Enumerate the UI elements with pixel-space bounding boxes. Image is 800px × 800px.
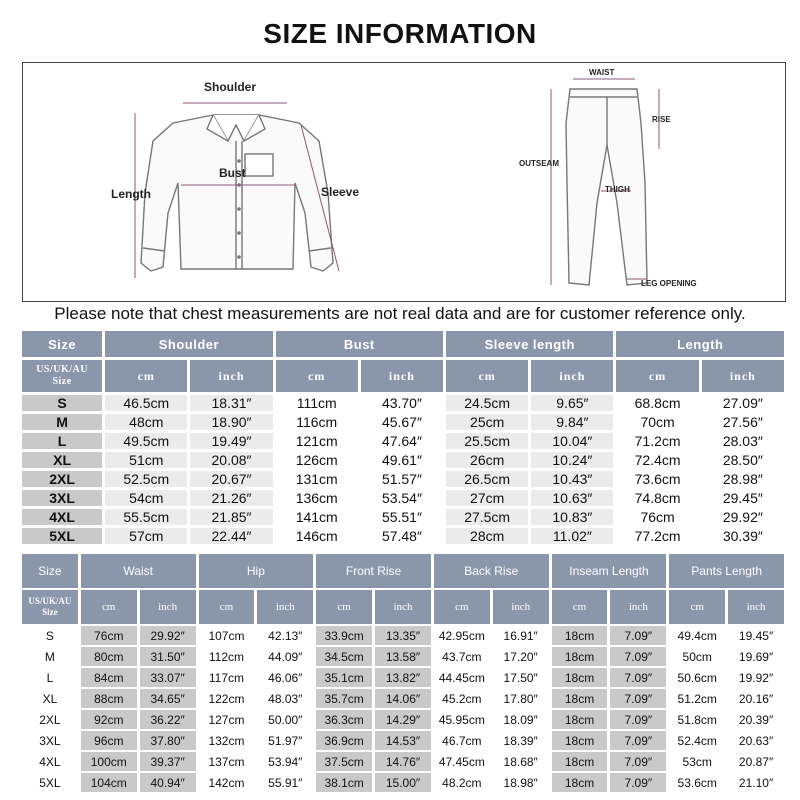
bottom-table-value-cell: 20.16″ <box>728 689 784 708</box>
bottom-table-size-cell: 4XL <box>22 752 78 771</box>
top-table-value-cell: 10.04″ <box>531 433 613 449</box>
bottom-table-value-cell: 48.2cm <box>434 773 490 792</box>
top-table-value-cell: 53.54″ <box>361 490 443 506</box>
top-table-value-cell: 77.2cm <box>616 528 698 544</box>
bottom-table-value-cell: 80cm <box>81 647 137 666</box>
bottom-table-value-cell: 42.13″ <box>257 626 313 645</box>
top-table-header-row <box>22 331 784 357</box>
bottom-table-value-cell: 39.37″ <box>140 752 196 771</box>
top-table-value-cell: 73.6cm <box>616 471 698 487</box>
top-table-row <box>22 433 784 449</box>
bottom-table-value-cell: 51.2cm <box>669 689 725 708</box>
top-table-row <box>22 528 784 544</box>
size-region-sublabel: Size <box>42 607 58 617</box>
bottom-table-size-cell: 5XL <box>22 773 78 792</box>
bottom-table-value-cell: 50.6cm <box>669 668 725 687</box>
bottom-table-value-cell: 17.50″ <box>493 668 549 687</box>
top-table-size-region-cell <box>22 360 102 392</box>
bottom-table-value-cell: 53cm <box>669 752 725 771</box>
size-diagram <box>22 62 786 302</box>
top-table-value-cell: 21.85″ <box>190 509 272 525</box>
top-table-value-cell: 20.08″ <box>190 452 272 468</box>
bottom-table-value-cell: 55.91″ <box>257 773 313 792</box>
bottom-table-value-cell: 18cm <box>552 731 608 750</box>
bottom-table-value-cell: 48.03″ <box>257 689 313 708</box>
top-table-value-cell: 27cm <box>446 490 528 506</box>
bottom-table-unit-inch: inch <box>375 590 431 624</box>
top-table-size-cell: S <box>22 395 102 411</box>
top-size-table <box>19 328 787 547</box>
top-table-size-cell: 5XL <box>22 528 102 544</box>
length-label: Length <box>111 187 151 201</box>
bottom-table-value-cell: 36.22″ <box>140 710 196 729</box>
bottom-table-value-cell: 18cm <box>552 710 608 729</box>
top-table-row <box>22 471 784 487</box>
top-table-value-cell: 26cm <box>446 452 528 468</box>
top-table-value-cell: 20.67″ <box>190 471 272 487</box>
bottom-table-unit-inch: inch <box>493 590 549 624</box>
sleeve-label: Sleeve <box>321 185 360 199</box>
bottom-table-value-cell: 18cm <box>552 647 608 666</box>
bottom-table-value-cell: 132cm <box>199 731 255 750</box>
bottom-table-value-cell: 50cm <box>669 647 725 666</box>
top-table-value-cell: 51cm <box>105 452 187 468</box>
bottom-table-value-cell: 7.09″ <box>610 668 666 687</box>
bottom-table-value-cell: 76cm <box>81 626 137 645</box>
bottom-table-value-cell: 44.09″ <box>257 647 313 666</box>
top-table-value-cell: 28.98″ <box>702 471 784 487</box>
bottom-table-value-cell: 117cm <box>199 668 255 687</box>
top-table-value-cell: 74.8cm <box>616 490 698 506</box>
bottom-table-value-cell: 13.82″ <box>375 668 431 687</box>
top-table-value-cell: 10.63″ <box>531 490 613 506</box>
size-region-sublabel: Size <box>52 376 72 387</box>
bottom-table-value-cell: 19.69″ <box>728 647 784 666</box>
bottom-table-value-cell: 21.10″ <box>728 773 784 792</box>
top-table-unit-inch: inch <box>190 360 272 392</box>
top-table-size-cell: L <box>22 433 102 449</box>
bottom-table-value-cell: 36.3cm <box>316 710 372 729</box>
top-table-size-cell: 4XL <box>22 509 102 525</box>
size-region-label: US/UK/AU <box>36 364 88 375</box>
bottom-table-value-cell: 40.94″ <box>140 773 196 792</box>
bottom-table-value-cell: 33.9cm <box>316 626 372 645</box>
top-table-unit-cm: cm <box>616 360 698 392</box>
top-table-value-cell: 49.5cm <box>105 433 187 449</box>
top-table-row <box>22 395 784 411</box>
bottom-table-value-cell: 43.7cm <box>434 647 490 666</box>
top-table-value-cell: 48cm <box>105 414 187 430</box>
bottom-table-value-cell: 7.09″ <box>610 710 666 729</box>
bottom-table-row <box>22 647 784 666</box>
top-table-value-cell: 57cm <box>105 528 187 544</box>
top-table-value-cell: 18.90″ <box>190 414 272 430</box>
bottom-table-size-cell: 3XL <box>22 731 78 750</box>
shoulder-label: Shoulder <box>204 80 257 94</box>
top-table-value-cell: 51.57″ <box>361 471 443 487</box>
bottom-table-unit-inch: inch <box>140 590 196 624</box>
bottom-table-value-cell: 92cm <box>81 710 137 729</box>
waist-label: WAIST <box>589 68 615 77</box>
top-table-unit-cm: cm <box>105 360 187 392</box>
bottom-table-unit-cm: cm <box>434 590 490 624</box>
bottom-table-value-cell: 53.6cm <box>669 773 725 792</box>
page-title: SIZE INFORMATION <box>263 18 537 49</box>
top-table-value-cell: 26.5cm <box>446 471 528 487</box>
bottom-table-value-cell: 100cm <box>81 752 137 771</box>
top-table-header-cell: Shoulder <box>105 331 272 357</box>
bottom-table-value-cell: 7.09″ <box>610 647 666 666</box>
top-table-value-cell: 45.67″ <box>361 414 443 430</box>
bottom-table-row <box>22 626 784 645</box>
bottom-table-unit-row <box>22 590 784 624</box>
top-table-value-cell: 57.48″ <box>361 528 443 544</box>
bottom-table-value-cell: 104cm <box>81 773 137 792</box>
top-table-value-cell: 10.43″ <box>531 471 613 487</box>
bottom-table-value-cell: 42.95cm <box>434 626 490 645</box>
top-table-header-cell: Length <box>616 331 784 357</box>
top-table-value-cell: 76cm <box>616 509 698 525</box>
bottom-table-value-cell: 17.80″ <box>493 689 549 708</box>
bottom-table-value-cell: 88cm <box>81 689 137 708</box>
top-table-unit-inch: inch <box>361 360 443 392</box>
bottom-table-value-cell: 18.68″ <box>493 752 549 771</box>
top-table-value-cell: 141cm <box>276 509 358 525</box>
top-table-unit-row <box>22 360 784 392</box>
bottom-table-value-cell: 31.50″ <box>140 647 196 666</box>
top-table-row <box>22 414 784 430</box>
bottom-table-value-cell: 19.45″ <box>728 626 784 645</box>
top-table-value-cell: 19.49″ <box>190 433 272 449</box>
bottom-table-value-cell: 13.35″ <box>375 626 431 645</box>
bottom-table-value-cell: 7.09″ <box>610 689 666 708</box>
bottom-table-value-cell: 14.06″ <box>375 689 431 708</box>
top-table-value-cell: 111cm <box>276 395 358 411</box>
bottom-table-header-cell: Front Rise <box>316 554 431 588</box>
bottom-table-value-cell: 46.7cm <box>434 731 490 750</box>
thigh-label: THIGH <box>605 185 630 194</box>
bottom-table-value-cell: 96cm <box>81 731 137 750</box>
top-table-size-cell: M <box>22 414 102 430</box>
bottom-table-header-cell: Back Rise <box>434 554 549 588</box>
outseam-label: OUTSEAM <box>519 159 559 168</box>
bottom-table-value-cell: 18.39″ <box>493 731 549 750</box>
top-table-value-cell: 121cm <box>276 433 358 449</box>
top-table-value-cell: 70cm <box>616 414 698 430</box>
bottom-table-value-cell: 7.09″ <box>610 731 666 750</box>
top-table-header-cell: Sleeve length <box>446 331 613 357</box>
top-table-value-cell: 52.5cm <box>105 471 187 487</box>
bottom-table-value-cell: 14.29″ <box>375 710 431 729</box>
garment-illustration <box>23 63 785 301</box>
bottom-table-unit-cm: cm <box>669 590 725 624</box>
bottom-table-value-cell: 45.95cm <box>434 710 490 729</box>
top-table-value-cell: 43.70″ <box>361 395 443 411</box>
top-table-value-cell: 10.24″ <box>531 452 613 468</box>
bottom-table-value-cell: 29.92″ <box>140 626 196 645</box>
bottom-table-value-cell: 36.9cm <box>316 731 372 750</box>
bottom-table-value-cell: 53.94″ <box>257 752 313 771</box>
top-table-value-cell: 9.65″ <box>531 395 613 411</box>
bottom-table-row <box>22 731 784 750</box>
top-table-size-cell: XL <box>22 452 102 468</box>
bottom-table-value-cell: 35.1cm <box>316 668 372 687</box>
top-table-value-cell: 28cm <box>446 528 528 544</box>
bottom-table-value-cell: 127cm <box>199 710 255 729</box>
bottom-table-value-cell: 142cm <box>199 773 255 792</box>
top-table-value-cell: 146cm <box>276 528 358 544</box>
bottom-table-unit-inch: inch <box>728 590 784 624</box>
bottom-table-unit-cm: cm <box>316 590 372 624</box>
bottom-table-value-cell: 33.07″ <box>140 668 196 687</box>
bottom-table-value-cell: 50.00″ <box>257 710 313 729</box>
top-table-row <box>22 509 784 525</box>
bottom-table-size-cell: S <box>22 626 78 645</box>
bottom-table-value-cell: 7.09″ <box>610 626 666 645</box>
top-table-header-cell: Size <box>22 331 102 357</box>
bottom-table-value-cell: 51.8cm <box>669 710 725 729</box>
bottom-table-value-cell: 14.76″ <box>375 752 431 771</box>
top-table-value-cell: 10.83″ <box>531 509 613 525</box>
top-table-value-cell: 18.31″ <box>190 395 272 411</box>
bottom-table-value-cell: 37.80″ <box>140 731 196 750</box>
bottom-table-row <box>22 752 784 771</box>
leg-opening-label: LEG OPENING <box>641 279 697 288</box>
bottom-table-value-cell: 51.97″ <box>257 731 313 750</box>
top-table-value-cell: 68.8cm <box>616 395 698 411</box>
bottom-table-unit-inch: inch <box>257 590 313 624</box>
bottom-table-row <box>22 773 784 792</box>
bottom-table-value-cell: 122cm <box>199 689 255 708</box>
rise-label: RISE <box>652 115 671 124</box>
top-table-value-cell: 28.03″ <box>702 433 784 449</box>
bottom-table-value-cell: 34.65″ <box>140 689 196 708</box>
bottom-table-value-cell: 15.00″ <box>375 773 431 792</box>
bust-label: Bust <box>219 166 246 180</box>
bottom-table-unit-inch: inch <box>610 590 666 624</box>
top-table-value-cell: 55.51″ <box>361 509 443 525</box>
bottom-table-value-cell: 7.09″ <box>610 773 666 792</box>
bottom-table-size-cell: XL <box>22 689 78 708</box>
top-table-value-cell: 22.44″ <box>190 528 272 544</box>
top-table-value-cell: 27.09″ <box>702 395 784 411</box>
top-table-value-cell: 27.56″ <box>702 414 784 430</box>
bottom-table-value-cell: 34.5cm <box>316 647 372 666</box>
bottom-table-value-cell: 44.45cm <box>434 668 490 687</box>
bottom-table-value-cell: 20.39″ <box>728 710 784 729</box>
bottom-table-size-region-cell <box>22 590 78 624</box>
top-table-value-cell: 131cm <box>276 471 358 487</box>
top-table-value-cell: 27.5cm <box>446 509 528 525</box>
bottom-table-header-cell: Hip <box>199 554 314 588</box>
bottom-table-value-cell: 38.1cm <box>316 773 372 792</box>
top-table-value-cell: 54cm <box>105 490 187 506</box>
top-table-unit-cm: cm <box>446 360 528 392</box>
bottom-table-value-cell: 20.87″ <box>728 752 784 771</box>
bottom-table-header-row <box>22 554 784 588</box>
top-table-value-cell: 72.4cm <box>616 452 698 468</box>
bottom-table-header-cell: Waist <box>81 554 196 588</box>
bottom-table-row <box>22 710 784 729</box>
top-table-value-cell: 29.92″ <box>702 509 784 525</box>
top-table-header-cell: Bust <box>276 331 443 357</box>
bottom-table-value-cell: 20.63″ <box>728 731 784 750</box>
top-table-size-cell: 3XL <box>22 490 102 506</box>
bottom-table-value-cell: 19.92″ <box>728 668 784 687</box>
top-table-value-cell: 21.26″ <box>190 490 272 506</box>
bottom-table-value-cell: 18cm <box>552 689 608 708</box>
top-table-value-cell: 9.84″ <box>531 414 613 430</box>
bottom-table-size-cell: L <box>22 668 78 687</box>
bottom-table-unit-cm: cm <box>199 590 255 624</box>
bottom-table-value-cell: 18cm <box>552 752 608 771</box>
bottom-table-value-cell: 7.09″ <box>610 752 666 771</box>
bottom-table-unit-cm: cm <box>81 590 137 624</box>
top-table-value-cell: 47.64″ <box>361 433 443 449</box>
top-table-value-cell: 28.50″ <box>702 452 784 468</box>
bottom-table-header-cell: Size <box>22 554 78 588</box>
bottom-table-value-cell: 46.06″ <box>257 668 313 687</box>
bottom-table-value-cell: 52.4cm <box>669 731 725 750</box>
top-table-size-cell: 2XL <box>22 471 102 487</box>
bottom-table-value-cell: 17.20″ <box>493 647 549 666</box>
top-table-row <box>22 490 784 506</box>
top-table-value-cell: 126cm <box>276 452 358 468</box>
bottom-table-value-cell: 37.5cm <box>316 752 372 771</box>
top-table-value-cell: 71.2cm <box>616 433 698 449</box>
top-table-value-cell: 11.02″ <box>531 528 613 544</box>
top-table-value-cell: 25.5cm <box>446 433 528 449</box>
bottom-table-value-cell: 47.45cm <box>434 752 490 771</box>
bottom-table-header-cell: Inseam Length <box>552 554 667 588</box>
bottom-table-value-cell: 18cm <box>552 626 608 645</box>
top-table-unit-inch: inch <box>702 360 784 392</box>
bottom-table-value-cell: 16.91″ <box>493 626 549 645</box>
top-table-value-cell: 24.5cm <box>446 395 528 411</box>
top-table-unit-inch: inch <box>531 360 613 392</box>
bottom-table-unit-cm: cm <box>552 590 608 624</box>
bottom-size-table <box>19 552 787 794</box>
size-region-label: US/UK/AU <box>28 596 72 606</box>
top-table-unit-cm: cm <box>276 360 358 392</box>
bottom-table-row <box>22 668 784 687</box>
bottom-table-size-cell: 2XL <box>22 710 78 729</box>
bottom-table-value-cell: 18cm <box>552 668 608 687</box>
bottom-table-size-cell: M <box>22 647 78 666</box>
bottom-table-value-cell: 112cm <box>199 647 255 666</box>
top-table-value-cell: 30.39″ <box>702 528 784 544</box>
bottom-table-value-cell: 49.4cm <box>669 626 725 645</box>
bottom-table-value-cell: 18cm <box>552 773 608 792</box>
bottom-table-row <box>22 689 784 708</box>
bottom-table-value-cell: 18.09″ <box>493 710 549 729</box>
top-table-value-cell: 46.5cm <box>105 395 187 411</box>
measurement-note: Please note that chest measurements are not real data and are for customer reference only. <box>54 304 746 323</box>
top-table-row <box>22 452 784 468</box>
top-table-value-cell: 136cm <box>276 490 358 506</box>
top-table-value-cell: 116cm <box>276 414 358 430</box>
bottom-table-value-cell: 14.53″ <box>375 731 431 750</box>
top-table-value-cell: 55.5cm <box>105 509 187 525</box>
top-table-value-cell: 25cm <box>446 414 528 430</box>
bottom-table-value-cell: 84cm <box>81 668 137 687</box>
bottom-table-value-cell: 35.7cm <box>316 689 372 708</box>
bottom-table-value-cell: 13.58″ <box>375 647 431 666</box>
bottom-table-value-cell: 107cm <box>199 626 255 645</box>
top-table-value-cell: 29.45″ <box>702 490 784 506</box>
bottom-table-header-cell: Pants Length <box>669 554 784 588</box>
bottom-table-value-cell: 18.98″ <box>493 773 549 792</box>
bottom-table-value-cell: 137cm <box>199 752 255 771</box>
top-table-value-cell: 49.61″ <box>361 452 443 468</box>
bottom-table-value-cell: 45.2cm <box>434 689 490 708</box>
